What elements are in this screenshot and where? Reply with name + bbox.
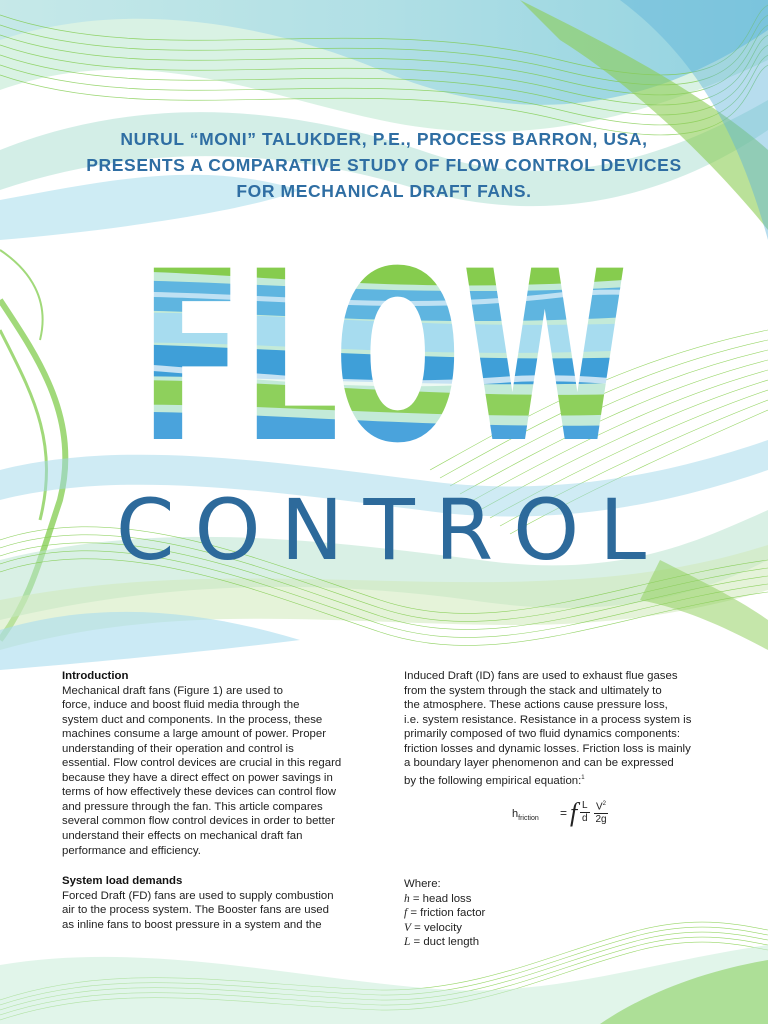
intro-line: Mechanical draft fans (Figure 1) are used to (62, 684, 283, 697)
intro-line: machines consume a large amount of power. Proper (62, 728, 327, 741)
intro-line: essential. Flow control devices are crucial in this regard (62, 757, 342, 770)
variable-symbol: V (404, 921, 411, 934)
body-line: primarily composed of two fluid dynamics components: (404, 728, 681, 741)
velocity-symbol: V (596, 801, 603, 813)
intro-line: terms of how effectively these devices can control flow (62, 786, 336, 799)
intro-line: system duct and components. In the process, these (62, 713, 323, 726)
variable-description: = friction factor (407, 907, 486, 920)
body-line: the atmosphere. These actions cause pressure loss, (404, 699, 668, 712)
body-line: from the system through the stack and ultimately to (404, 684, 662, 697)
fraction-numerator (594, 798, 608, 814)
title-control: CONTROL (115, 481, 667, 579)
friction-equation (512, 796, 622, 830)
subtitle-line-2: PRESENTS A COMPARATIVE STUDY OF FLOW CONTROL DEVICES (86, 155, 682, 175)
variable-symbol: h (404, 892, 410, 905)
variable-definition (404, 892, 720, 907)
variable-definition (404, 935, 720, 950)
footnote-mark: 1 (581, 774, 585, 781)
variable-description: = duct length (410, 936, 480, 949)
variable-description: = head loss (409, 892, 472, 905)
body-line: by the following empirical equation: (404, 774, 582, 787)
where-label: Where: (404, 878, 441, 891)
body-line: i.e. system resistance. Resistance in a process system is (404, 713, 692, 726)
system-load-heading: System load demands (62, 875, 183, 888)
variable-description: = velocity (410, 921, 462, 934)
equation-friction-factor: f (570, 798, 578, 827)
variable-definition (404, 906, 720, 921)
system-line: as inline fans to boost pressure in a system and the (62, 918, 322, 931)
intro-line: understanding of their operation and control is (62, 742, 294, 755)
fraction-denominator: 2g (595, 814, 607, 826)
body-line: a boundary layer phenomenon and can be expressed (404, 757, 674, 770)
subtitle-line-3: FOR MECHANICAL DRAFT FANS. (236, 181, 532, 201)
introduction-heading: Introduction (62, 670, 129, 682)
body-line-with-footnote (404, 771, 720, 788)
title-flow (0, 225, 768, 450)
article-subtitle (30, 126, 738, 204)
equation-lhs (512, 808, 539, 822)
equation-h: h (512, 808, 519, 820)
system-line: Forced Draft (FD) fans are used to supply combustion (62, 889, 334, 902)
variable-symbol: L (404, 936, 411, 949)
fraction-numerator: L (582, 800, 588, 811)
intro-line: several common flow control devices in order to better (62, 815, 335, 828)
intro-line: because they have a direct effect on power savings in (62, 771, 333, 784)
intro-line: performance and efficiency. (62, 844, 201, 857)
variable-definition (404, 921, 720, 936)
equation-fraction-velocity (594, 798, 608, 826)
left-column (62, 669, 362, 932)
variable-symbol: f (404, 907, 408, 920)
intro-line: and pressure through the fan. This article compares (62, 800, 323, 813)
exponent: 2 (602, 801, 607, 807)
fraction-denominator: d (582, 813, 588, 824)
system-line: air to the process system. The Booster fans are used (62, 904, 329, 917)
body-line: friction losses and dynamic losses. Friction loss is mainly (404, 742, 691, 755)
title-flow-text: FLOW (140, 225, 628, 450)
body-line: Induced Draft (ID) fans are used to exhaust flue gases (404, 670, 678, 682)
equation-lhs-subscript: friction (518, 815, 539, 823)
intro-line: understand their effects on mechanical draft fan (62, 830, 303, 843)
intro-line: force, induce and boost fluid media through the (62, 699, 300, 712)
equation-equals: = (560, 806, 568, 820)
equation-fraction-length (580, 800, 590, 825)
subtitle-line-1: NURUL “MONI” TALUKDER, P.E., PROCESS BARRON, USA, (120, 129, 648, 149)
